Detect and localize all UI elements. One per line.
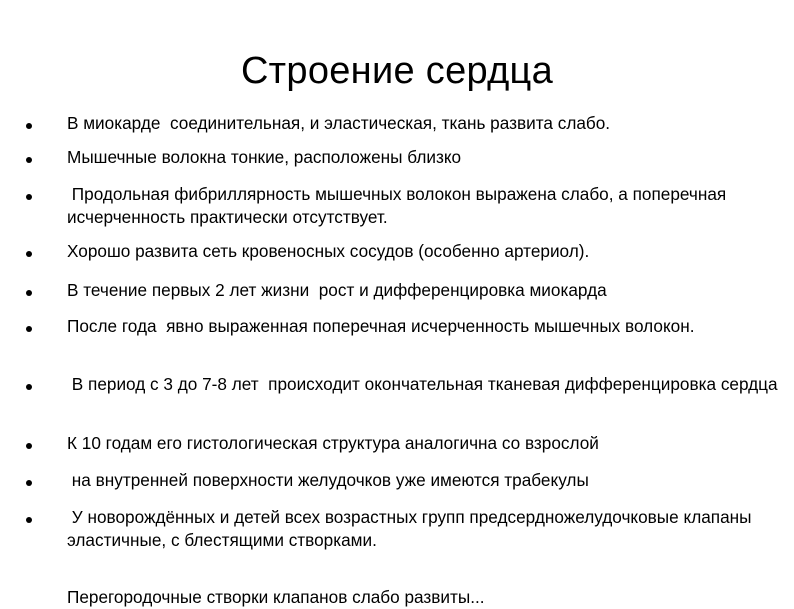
bullet-text: Мышечные волокна тонкие, расположены близко: [67, 147, 462, 167]
bullet-text: Хорошо развита сеть кровеносных сосудов (особенно артериол).: [67, 241, 590, 261]
bullet-text: После года явно выраженная поперечная исчерченность мышечных волокон.: [67, 316, 695, 336]
bullet-text: В течение первых 2 лет жизни рост и дифференцировка миокарда: [67, 280, 607, 300]
bullet-dot-icon: [26, 157, 32, 163]
bullet-dot-icon: [26, 251, 32, 257]
bullet-text: К 10 годам его гистологическая структура аналогична со взрослой: [67, 433, 599, 453]
bullet-dot-icon: [26, 384, 32, 390]
bullet-text: на внутренней поверхности желудочков уже имеются трабекулы: [67, 470, 589, 490]
slide-title: Строение сердца: [240, 50, 554, 92]
bullet-dot-icon: [26, 123, 32, 129]
bullet-dot-icon: [26, 517, 32, 523]
bullet-dot-icon: [26, 290, 32, 296]
bullet-dot-icon: [26, 194, 32, 200]
bullet-text: Продольная фибриллярность мышечных волокон выражена слабо, а поперечная исчерченность практически отсутствует.: [67, 184, 731, 227]
bullet-dot-icon: [26, 326, 32, 332]
bullet-text: В период с 3 до 7-8 лет происходит окончательная тканевая дифференцировка сердца: [67, 374, 778, 394]
bullet-dot-icon: [26, 480, 32, 486]
bullet-text: В миокарде соединительная, и эластическая, ткань развита слабо.: [67, 113, 611, 133]
bullet-dot-icon: [26, 443, 32, 449]
cutoff-text-line: Перегородочные створки клапанов слабо развиты...: [67, 587, 485, 607]
bullet-text: У новорождённых и детей всех возрастных групп предсердножелудочковые клапаны эластичные, с блестящими створками.: [67, 507, 757, 550]
